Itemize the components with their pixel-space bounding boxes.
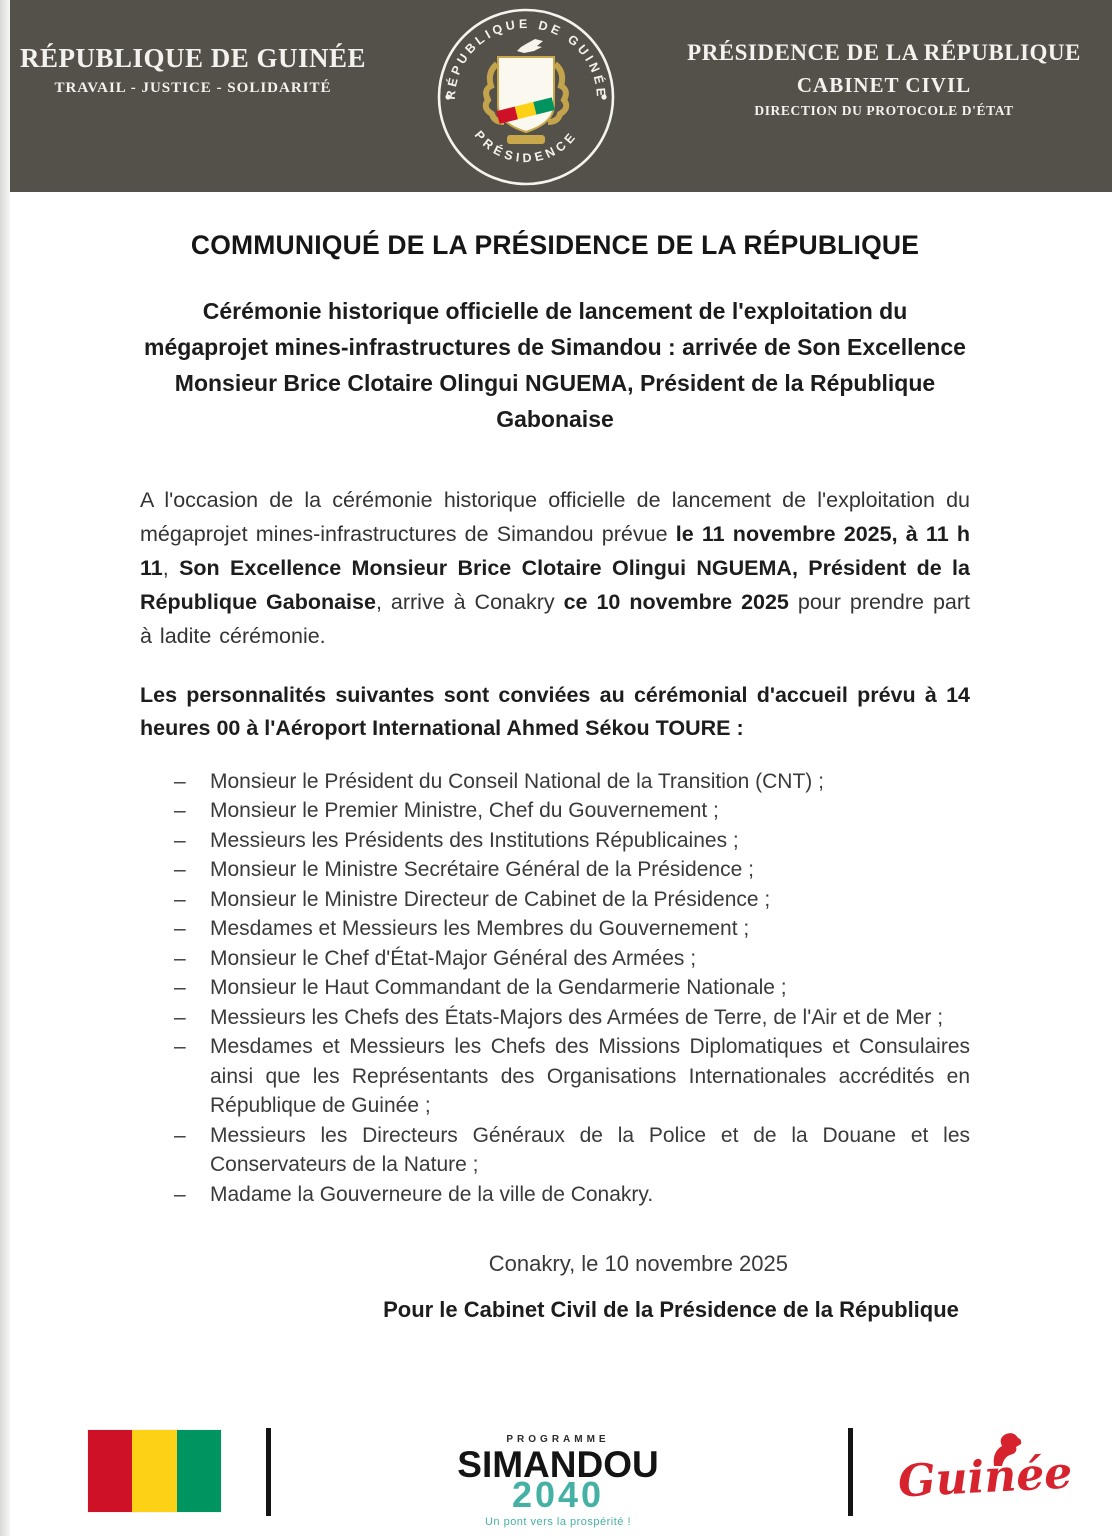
intro-sep: ,	[162, 556, 180, 580]
list-item: – Messieurs les Présidents des Institutions Républicaines ;	[140, 826, 970, 856]
simandou-year: 2040	[511, 1474, 605, 1515]
guinea-flag-icon	[88, 1430, 221, 1512]
document-body	[0, 192, 1112, 1323]
header-right-block	[674, 40, 1094, 119]
header-left-block	[8, 43, 378, 97]
arrival-text: , arrive à Conakry	[375, 590, 564, 614]
svg-text:PRÉSIDENCE	[472, 128, 581, 165]
list-item: – Monsieur le Chef d'État-Major Général des Armées ;	[140, 944, 970, 974]
list-item: – Messieurs les Directeurs Généraux de la Police et de la Douane et les Conservateurs de la Nature ;	[140, 1121, 970, 1180]
simandou-kicker: PROGRAMME	[506, 1434, 610, 1445]
guinee-brand-logo	[890, 1438, 1080, 1518]
list-item: – Monsieur le Ministre Secrétaire Général de la Présidence ;	[140, 855, 970, 885]
republic-motto: TRAVAIL - JUSTICE - SOLIDARITÉ	[54, 80, 332, 96]
list-item: – Messieurs les Chefs des États-Majors des Armées de Terre, de l'Air et de Mer ;	[140, 1003, 970, 1033]
seal-top-text: RÉPUBLIQUE DE GUINÉE	[443, 16, 609, 101]
intro-end: pour prendre part à ladite cérémonie.	[140, 590, 970, 648]
document-subtitle: Cérémonie historique officielle de lancement de l'exploitation du mégaprojet mines-infrastructures de Simandou : arrivée de Son Excellence Monsieur Brice Clotaire Olingui NGUEMA, Président de la République Gabonaise	[144, 298, 966, 432]
flag-green-stripe	[177, 1430, 221, 1512]
guinee-wordmark: Guinée	[896, 1447, 1074, 1508]
simandou-2040-logo	[438, 1434, 678, 1528]
header-band	[8, 0, 1112, 192]
event-datetime: le 11 novembre 2025, à 11 h 11	[140, 522, 970, 580]
page-left-edge	[0, 0, 10, 1536]
list-item: – Mesdames et Messieurs les Chefs des Missions Diplomatiques et Consulaires ainsi que les Représentants des Organisations Internationales accrédités en République de Guinée ;	[140, 1032, 970, 1121]
list-item: – Monsieur le Président du Conseil National de la Transition (CNT) ;	[140, 767, 970, 797]
flag-red-stripe	[88, 1430, 132, 1512]
list-item: – Monsieur le Haut Commandant de la Gendarmerie Nationale ;	[140, 973, 970, 1003]
republic-title: RÉPUBLIQUE DE GUINÉE	[19, 43, 367, 73]
footer-divider-left	[266, 1428, 271, 1516]
presidential-seal	[431, 2, 621, 192]
invitees-list	[140, 767, 970, 1210]
seal-bottom-text: PRÉSIDENCE	[471, 127, 581, 166]
presidential-seal-icon	[431, 2, 621, 192]
protocol-direction: DIRECTION DU PROTOCOLE D'ÉTAT	[754, 102, 1014, 118]
coat-of-arms-icon	[486, 39, 567, 144]
dateline: Conakry, le 10 novembre 2025	[488, 1251, 788, 1276]
paragraph-intro	[140, 483, 970, 653]
simandou-tagline: Un pont vers la prospérité !	[484, 1516, 632, 1528]
list-item: – Mesdames et Messieurs les Membres du Gouvernement ;	[140, 914, 970, 944]
list-item: – Monsieur le Ministre Directeur de Cabinet de la Présidence ;	[140, 885, 970, 915]
list-item: – Madame la Gouverneure de la ville de Conakry.	[140, 1180, 970, 1210]
footer-divider-right	[848, 1428, 853, 1516]
cabinet-title: CABINET CIVIL	[796, 72, 972, 97]
flag-yellow-stripe	[132, 1430, 176, 1512]
simandou-name: SIMANDOU	[457, 1444, 659, 1485]
document-title: COMMUNIQUÉ DE LA PRÉSIDENCE DE LA RÉPUBLIQUE	[190, 230, 920, 260]
paragraph-invitation: Les personnalités suivantes sont conviées au cérémonial d'accueil prévu à 14 heures 00 à l'Aéroport International Ahmed Sékou TOURE :	[140, 683, 970, 740]
arrival-date: ce 10 novembre 2025	[563, 590, 789, 614]
guest-name: Son Excellence Monsieur Brice Clotaire Olingui NGUEMA, Président de la République Gabonaise	[140, 556, 970, 614]
presidency-title: PRÉSIDENCE DE LA RÉPUBLIQUE	[687, 39, 1081, 65]
signature-block: Pour le Cabinet Civil de la Présidence de la République	[383, 1297, 959, 1322]
list-item: – Monsieur le Premier Ministre, Chef du Gouvernement ;	[140, 796, 970, 826]
intro-text: A l'occasion de la cérémonie historique officielle de lancement de l'exploitation du mégaprojet mines-infrastructures de Simandou prévue	[140, 488, 970, 546]
